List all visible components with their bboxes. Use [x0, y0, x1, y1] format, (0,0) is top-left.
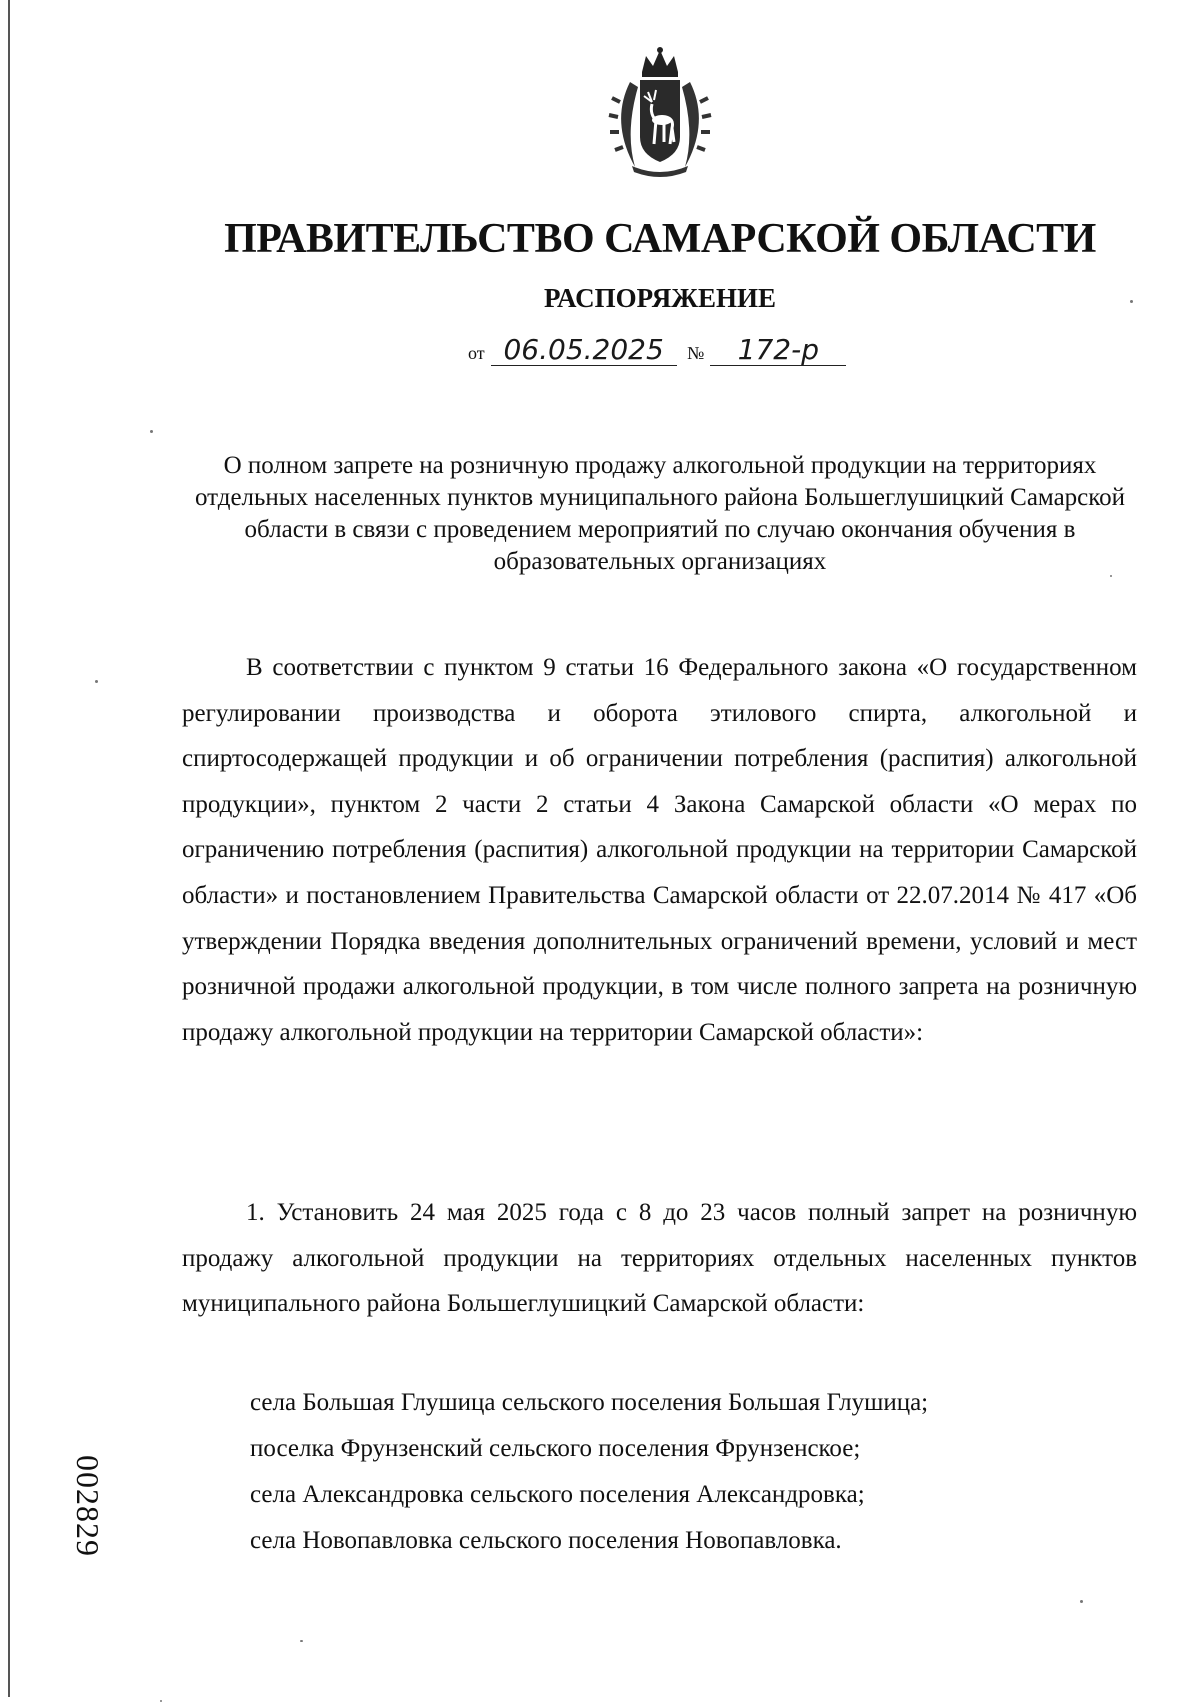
settlement-list	[250, 1380, 1150, 1564]
scan-speck	[95, 680, 98, 683]
item-1-paragraph: 1. Установить 24 мая 2025 года с 8 до 23 часов полный запрет на розничную продажу алкогольной продукции на территориях отдельных населенных пунктов муниципального района Большеглушицкий Самарской области:	[182, 1199, 1137, 1318]
scan-speck	[300, 1640, 303, 1642]
document-subject: О полном запрете на розничную продажу алкогольной продукции на территориях отдельных населенных пунктов муниципального района Большеглушицкий Самарской области в связи с проведением мероприятий по случаю окончания обучения в образовательных организациях	[194, 452, 1126, 575]
number-sign: №	[687, 343, 705, 363]
scan-speck	[150, 430, 153, 433]
list-item: села Большая Глушица сельского поселения Большая Глушица;	[250, 1389, 929, 1416]
preamble-paragraph: В соответствии с пунктом 9 статьи 16 Федерального закона «О государственном регулировании производства и оборота этилового спирта, алкогольной и спиртосодержащей продукции и об ограничении потребления (распития) алкогольной продукции», пунктом 2 части 2 статьи 4 Закона Самарской области «О мерах по ограничению потребления (распития) алкогольной продукции на территории Самарской области» и постановлением Правительства Самарской области от 22.07.2014 № 417 «Об утверждении Порядка введения дополнительных ограничений времени, условий и мест розничной продажи алкогольной продукции, в том числе полного запрета на розничную продажу алкогольной продукции на территории Самарской области»:	[182, 654, 1137, 1046]
list-item: поселка Фрунзенский сельского поселения Фрунзенское;	[250, 1435, 861, 1462]
date-number-line	[462, 335, 846, 366]
list-item: села Новопавловка сельского поселения Новопавловка.	[250, 1527, 842, 1554]
list-item: села Александровка сельского поселения Александровка;	[250, 1481, 865, 1508]
handwritten-date: 06.05.2025	[491, 335, 677, 366]
scan-speck	[1110, 575, 1112, 577]
handwritten-number: 172-р	[710, 335, 846, 366]
document-type: РАСПОРЯЖЕНИЕ	[543, 283, 777, 313]
coat-of-arms-icon	[590, 42, 730, 182]
margin-registration-number: 002829	[70, 1455, 106, 1557]
scan-speck	[1130, 300, 1133, 303]
date-prefix: от	[468, 343, 485, 363]
government-name: ПРАВИТЕЛЬСТВО САМАРСКОЙ ОБЛАСТИ	[224, 216, 1096, 262]
scan-speck	[1080, 1600, 1083, 1603]
